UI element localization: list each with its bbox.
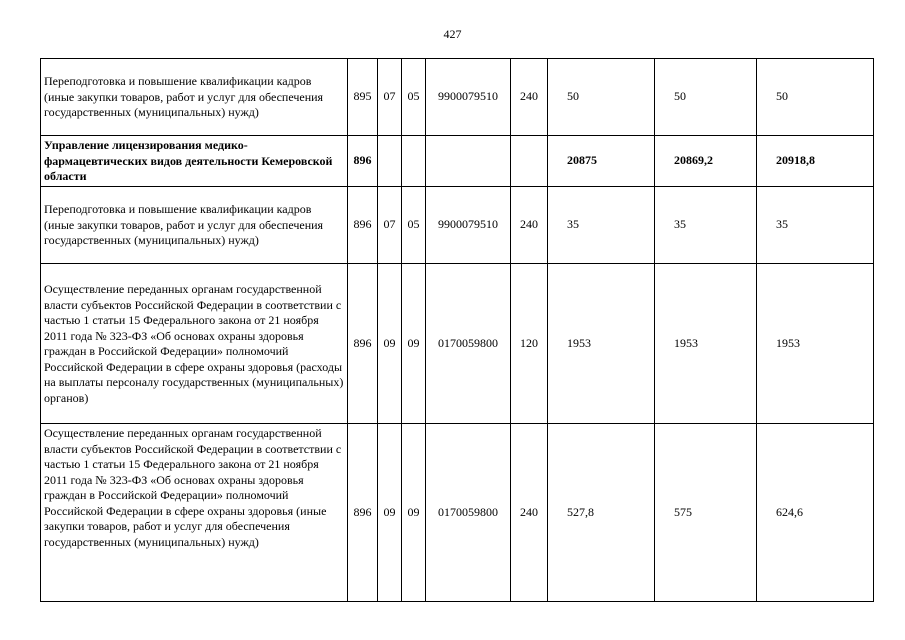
target-article-code: 9900079510	[426, 187, 511, 264]
amount-year-1: 1953	[548, 264, 655, 424]
row-name: Осуществление переданных органам государственной власти субъектов Российской Федерации в соответствии с частью 1 статьи 15 Федерального закона от 21 ноября 2011 года № 323-ФЗ «Об основах охраны здоровья граждан в Российской Федерации» полномочий Российской Федерации в сфере охраны здоровья (расходы на выплаты персоналу государственных (муниципальных) органов)	[41, 264, 348, 424]
row-name: Осуществление переданных органам государственной власти субъектов Российской Федерации в соответствии с частью 1 статьи 15 Федерального закона от 21 ноября 2011 года № 323-ФЗ «Об основах охраны здоровья граждан в Российской Федерации» полномочий Российской Федерации в сфере охраны здоровья (иные закупки товаров, работ и услуг для обеспечения государственных (муниципальных) нужд)	[41, 424, 348, 602]
amount-year-2: 35	[655, 187, 757, 264]
expense-type-code: 240	[511, 187, 548, 264]
ved-code: 896	[348, 264, 378, 424]
amount-year-2: 20869,2	[655, 136, 757, 187]
amount-year-1: 35	[548, 187, 655, 264]
row-name: Управление лицензирования медико-фармацевтических видов деятельности Кемеровской области	[41, 136, 348, 187]
expense-type-code: 240	[511, 424, 548, 602]
row-name: Переподготовка и повышение квалификации кадров (иные закупки товаров, работ и услуг для обеспечения государственных (муниципальных) нужд)	[41, 59, 348, 136]
amount-year-1: 527,8	[548, 424, 655, 602]
table-row	[41, 187, 874, 264]
table-row	[41, 424, 874, 602]
ved-code: 896	[348, 424, 378, 602]
amount-year-1: 50	[548, 59, 655, 136]
ved-code: 896	[348, 136, 378, 187]
row-name: Переподготовка и повышение квалификации кадров (иные закупки товаров, работ и услуг для обеспечения государственных (муниципальных) нужд)	[41, 187, 348, 264]
budget-table	[40, 58, 874, 602]
expense-type-code: 120	[511, 264, 548, 424]
section-code: 09	[378, 264, 402, 424]
amount-year-1: 20875	[548, 136, 655, 187]
amount-year-3: 35	[757, 187, 874, 264]
ved-code: 895	[348, 59, 378, 136]
subsection-code: 09	[402, 264, 426, 424]
amount-year-3: 50	[757, 59, 874, 136]
section-code: 09	[378, 424, 402, 602]
section-code: 07	[378, 59, 402, 136]
target-article-code: 9900079510	[426, 59, 511, 136]
amount-year-3: 1953	[757, 264, 874, 424]
expense-type-code: 240	[511, 59, 548, 136]
page-number: 427	[443, 27, 462, 41]
subsection-code: 05	[402, 59, 426, 136]
target-article-code	[426, 136, 511, 187]
amount-year-3: 20918,8	[757, 136, 874, 187]
subsection-code: 09	[402, 424, 426, 602]
target-article-code: 0170059800	[426, 264, 511, 424]
table-row	[41, 136, 874, 187]
section-code: 07	[378, 187, 402, 264]
amount-year-2: 1953	[655, 264, 757, 424]
table-row	[41, 59, 874, 136]
amount-year-2: 50	[655, 59, 757, 136]
amount-year-2: 575	[655, 424, 757, 602]
table-row	[41, 264, 874, 424]
subsection-code: 05	[402, 187, 426, 264]
subsection-code	[402, 136, 426, 187]
ved-code: 896	[348, 187, 378, 264]
amount-year-3: 624,6	[757, 424, 874, 602]
target-article-code: 0170059800	[426, 424, 511, 602]
expense-type-code	[511, 136, 548, 187]
section-code	[378, 136, 402, 187]
